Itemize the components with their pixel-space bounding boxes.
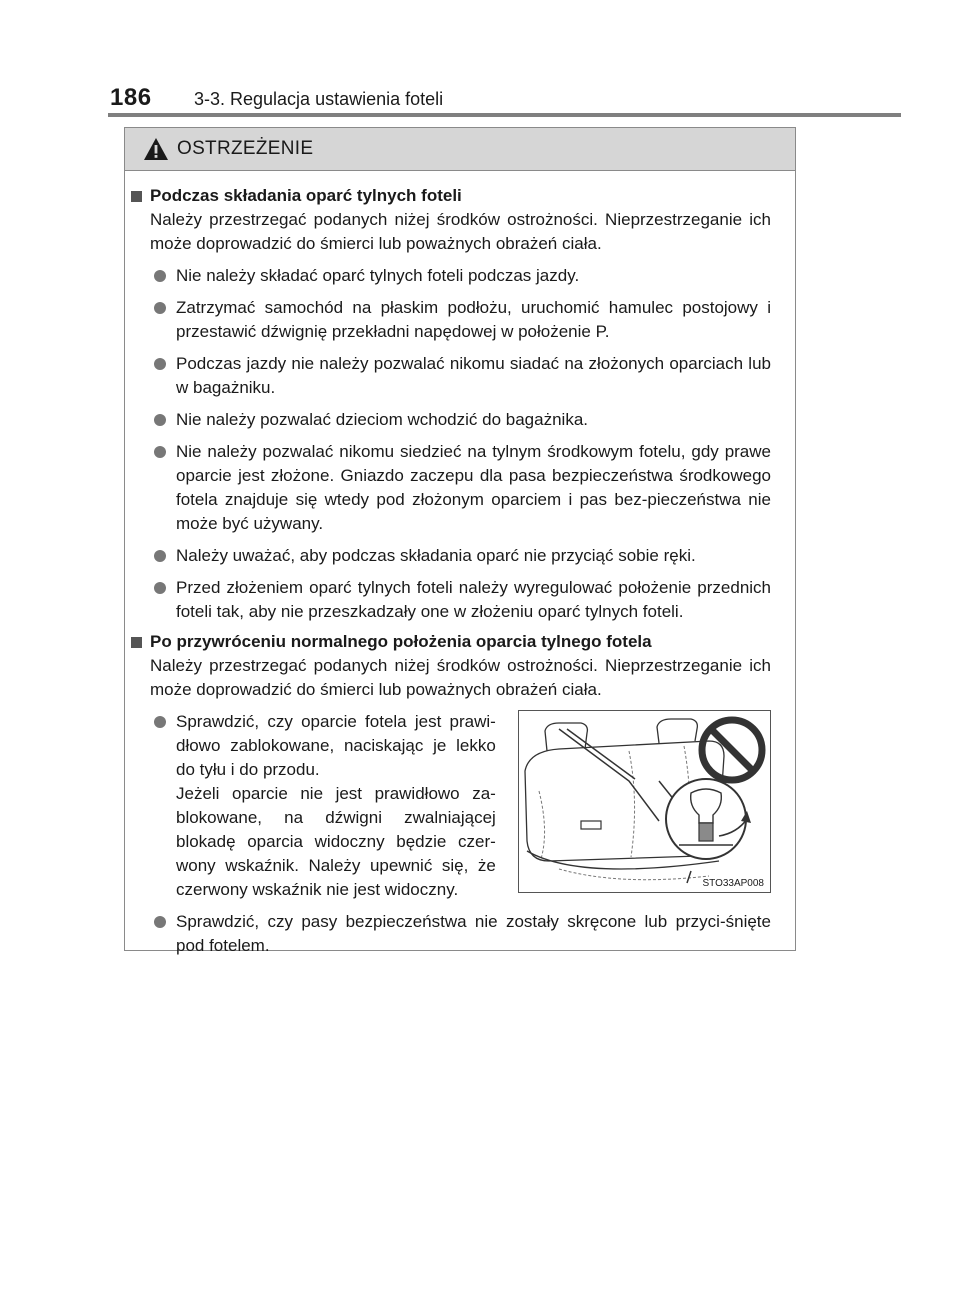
- bullet-dot-icon: [154, 716, 166, 728]
- warning-content: [125, 170, 795, 955]
- page-number: 186: [110, 84, 152, 111]
- bullet-dot-icon: [154, 270, 166, 282]
- warning-title: OSTRZEŻENIE: [177, 138, 314, 159]
- list-item: Przed złożeniem oparć tylnych foteli należy wyregulować położenie przednich foteli tak, aby nie przeszkadzały one w złożeniu oparć tylnych foteli.: [154, 576, 771, 624]
- bullet-dot-icon: [154, 446, 166, 458]
- list-item: Zatrzymać samochód na płaskim podłożu, uruchomić hamulec postojowy i przestawić dźwignię przekładni napędowej w położenie P.: [154, 296, 771, 344]
- rear-seat-lever-illustration: [519, 711, 774, 892]
- list-item: Podczas jazdy nie należy pozwalać nikomu siadać na złożonych oparciach lub w bagażniku.: [154, 352, 771, 400]
- bullet-dot-icon: [154, 916, 166, 928]
- page-header: [110, 78, 443, 112]
- figure-code: STO33AP008: [702, 878, 764, 889]
- seat-illustration: [518, 710, 771, 893]
- section-heading: Po przywróceniu normalnego położenia oparcia tylnego fotela: [129, 630, 771, 654]
- bullet-dot-icon: [154, 582, 166, 594]
- figure-row: [129, 710, 771, 902]
- list-item: Nie należy składać oparć tylnych foteli podczas jazdy.: [154, 264, 771, 288]
- warning-header: [125, 128, 795, 171]
- bullet-dot-icon: [154, 414, 166, 426]
- warning-triangle-icon: [143, 137, 169, 161]
- section-intro: Należy przestrzegać podanych niżej środków ostrożności. Nieprzestrzeganie ich może doprowadzić do śmierci lub poważnych obrażeń ciała.: [150, 656, 771, 699]
- square-bullet-icon: [131, 637, 142, 648]
- bullet-dot-icon: [154, 302, 166, 314]
- header-rule: [108, 113, 901, 117]
- square-bullet-icon: [131, 191, 142, 202]
- bullet-dot-icon: [154, 358, 166, 370]
- list-item: Sprawdzić, czy pasy bezpieczeństwa nie zostały skręcone lub przyci-śnięte pod fotelem.: [154, 910, 771, 958]
- section-intro: Należy przestrzegać podanych niżej środków ostrożności. Nieprzestrzeganie ich może doprowadzić do śmierci lub poważnych obrażeń ciała.: [150, 210, 771, 253]
- list-item: Nie należy pozwalać nikomu siedzieć na tylnym środkowym fotelu, gdy prawe oparcie jest złożone. Gniazdo zaczepu dla pasa bezpieczeństwa środkowego fotela znajduje się wtedy pod złożonym oparciem i pas bez-pieczeństwa nie może być używany.: [154, 440, 771, 536]
- list-item: Należy uważać, aby podczas składania oparć nie przyciąć sobie ręki.: [154, 544, 771, 568]
- section-title: 3-3. Regulacja ustawienia foteli: [194, 89, 444, 109]
- list-item: Nie należy pozwalać dzieciom wchodzić do bagażnika.: [154, 408, 771, 432]
- list-item: Sprawdzić, czy oparcie fotela jest prawi-dłowo zablokowane, naciskając je lekko do tyłu i do przodu. Jeżeli oparcie nie jest prawidłowo za-blokowane, na dźwigni zwalniającej blokadę oparcia widoczny będzie czer-wony wskaźnik. Należy upewnić się, że czerwony wskaźnik nie jest widoczny.: [154, 710, 496, 902]
- warning-box: [124, 127, 796, 955]
- section-heading: Podczas składania oparć tylnych foteli: [129, 184, 771, 208]
- bullet-dot-icon: [154, 550, 166, 562]
